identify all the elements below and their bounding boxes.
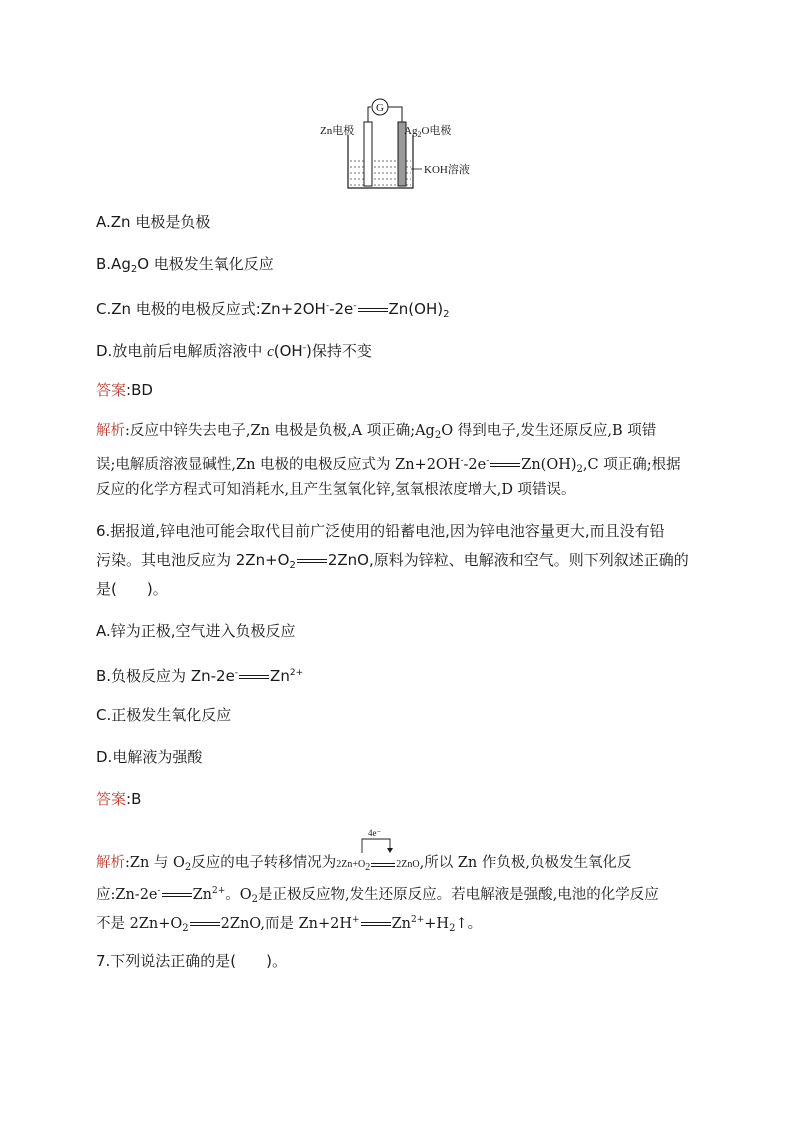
q5-analysis-line-2: 误;电解质溶液显碱性,Zn 电极的电极反应式为 Zn+2OH--2e- $Zn(OH)_2,C$ 项正确;根据 xyxy=(96,456,681,475)
q5-option-b: $B.Ag_2O$ 电极发生氧化反应 xyxy=(96,255,274,275)
q6-option-b: B.负极反应为 Zn-2e- $Zn^{2+}$ xyxy=(96,667,304,685)
equals-sign xyxy=(371,860,395,870)
equals-sign xyxy=(190,919,220,929)
answer-label: 答案 xyxy=(96,790,127,808)
q6-option-a: A.锌为正极,空气进入负极反应 xyxy=(96,622,296,640)
q5-option-d: D.放电前后电解质溶液中 c(OH-)保持不变 xyxy=(96,342,372,360)
q6-stem-line-1: 6.据报道,锌电池可能会取代目前广泛使用的铅蓄电池,因为锌电池容量更大,而且没有铅 xyxy=(96,522,665,540)
zn-electrode xyxy=(364,122,372,186)
q7-stem: 7.下列说法正确的是( )。 xyxy=(96,952,288,970)
q5-answer: 答案:BD xyxy=(96,381,153,399)
q5-analysis-line-1: 解析:反应中锌失去电子,Zn 电极是负极,A 项正确$;Ag_2O$ 得到电子,发生还原反应,B 项错 xyxy=(96,423,657,441)
q6-analysis-line-2: 应:Zn-2e- $Zn^{2+}$。$O_2$是正极反应物,发生还原反应。若电解液是强酸,电池的化学反应 xyxy=(96,886,659,905)
battery-diagram xyxy=(318,97,478,192)
equals-sign xyxy=(297,556,327,566)
q6-stem-line-3: 是( )。 xyxy=(96,580,168,598)
analysis-label: 解析 xyxy=(96,855,125,871)
ag2o-electrode-label: $Ag_2O$电极 xyxy=(404,125,452,139)
equals-sign xyxy=(162,890,192,900)
q6-analysis-line-1: 解析:Zn 与 $O_2$反应的电子转移情况为$2Zn+O_2$ 2ZnO,所以 Zn 作负极,负极发生氧化反 xyxy=(96,855,632,873)
zn-electrode-label: Zn电极 xyxy=(320,125,355,137)
answer-label: 答案 xyxy=(96,381,127,399)
q5-option-a: A.Zn 电极是负极 xyxy=(96,213,211,231)
q6-answer: 答案:B xyxy=(96,790,142,808)
equals-sign xyxy=(358,305,388,315)
q6-option-d: D.电解液为强酸 xyxy=(96,748,203,766)
q5-analysis-line-3: 反应的化学方程式可知消耗水,且产生氢氧化锌,氢氧根浓度增大,D 项错误。 xyxy=(96,482,576,498)
equals-sign xyxy=(239,672,269,682)
q6-option-c: C.正极发生氧化反应 xyxy=(96,706,232,724)
svg-text:4e⁻: 4e⁻ xyxy=(368,828,382,838)
analysis-label: 解析 xyxy=(96,423,125,439)
svg-text:G: G xyxy=(376,102,384,114)
koh-solution-label: KOH溶液 xyxy=(424,164,470,176)
equals-sign xyxy=(490,460,520,470)
q6-analysis-line-3: 不是 $2Zn+O_2$ 2ZnO,而是 Zn+2H+ $Zn^{2+}+H_2↑$。 xyxy=(96,915,483,934)
q6-stem-line-2: 污染。其电池反应为 $2Zn+O_2$ 2ZnO,原料为锌粒、电解液和空气。则下列叙述正确的 xyxy=(96,551,689,571)
q5-option-c: C.Zn 电极的电极反应式:Zn+2OH--2e- $Zn(OH)_2$ xyxy=(96,300,450,320)
equals-sign xyxy=(361,919,391,929)
